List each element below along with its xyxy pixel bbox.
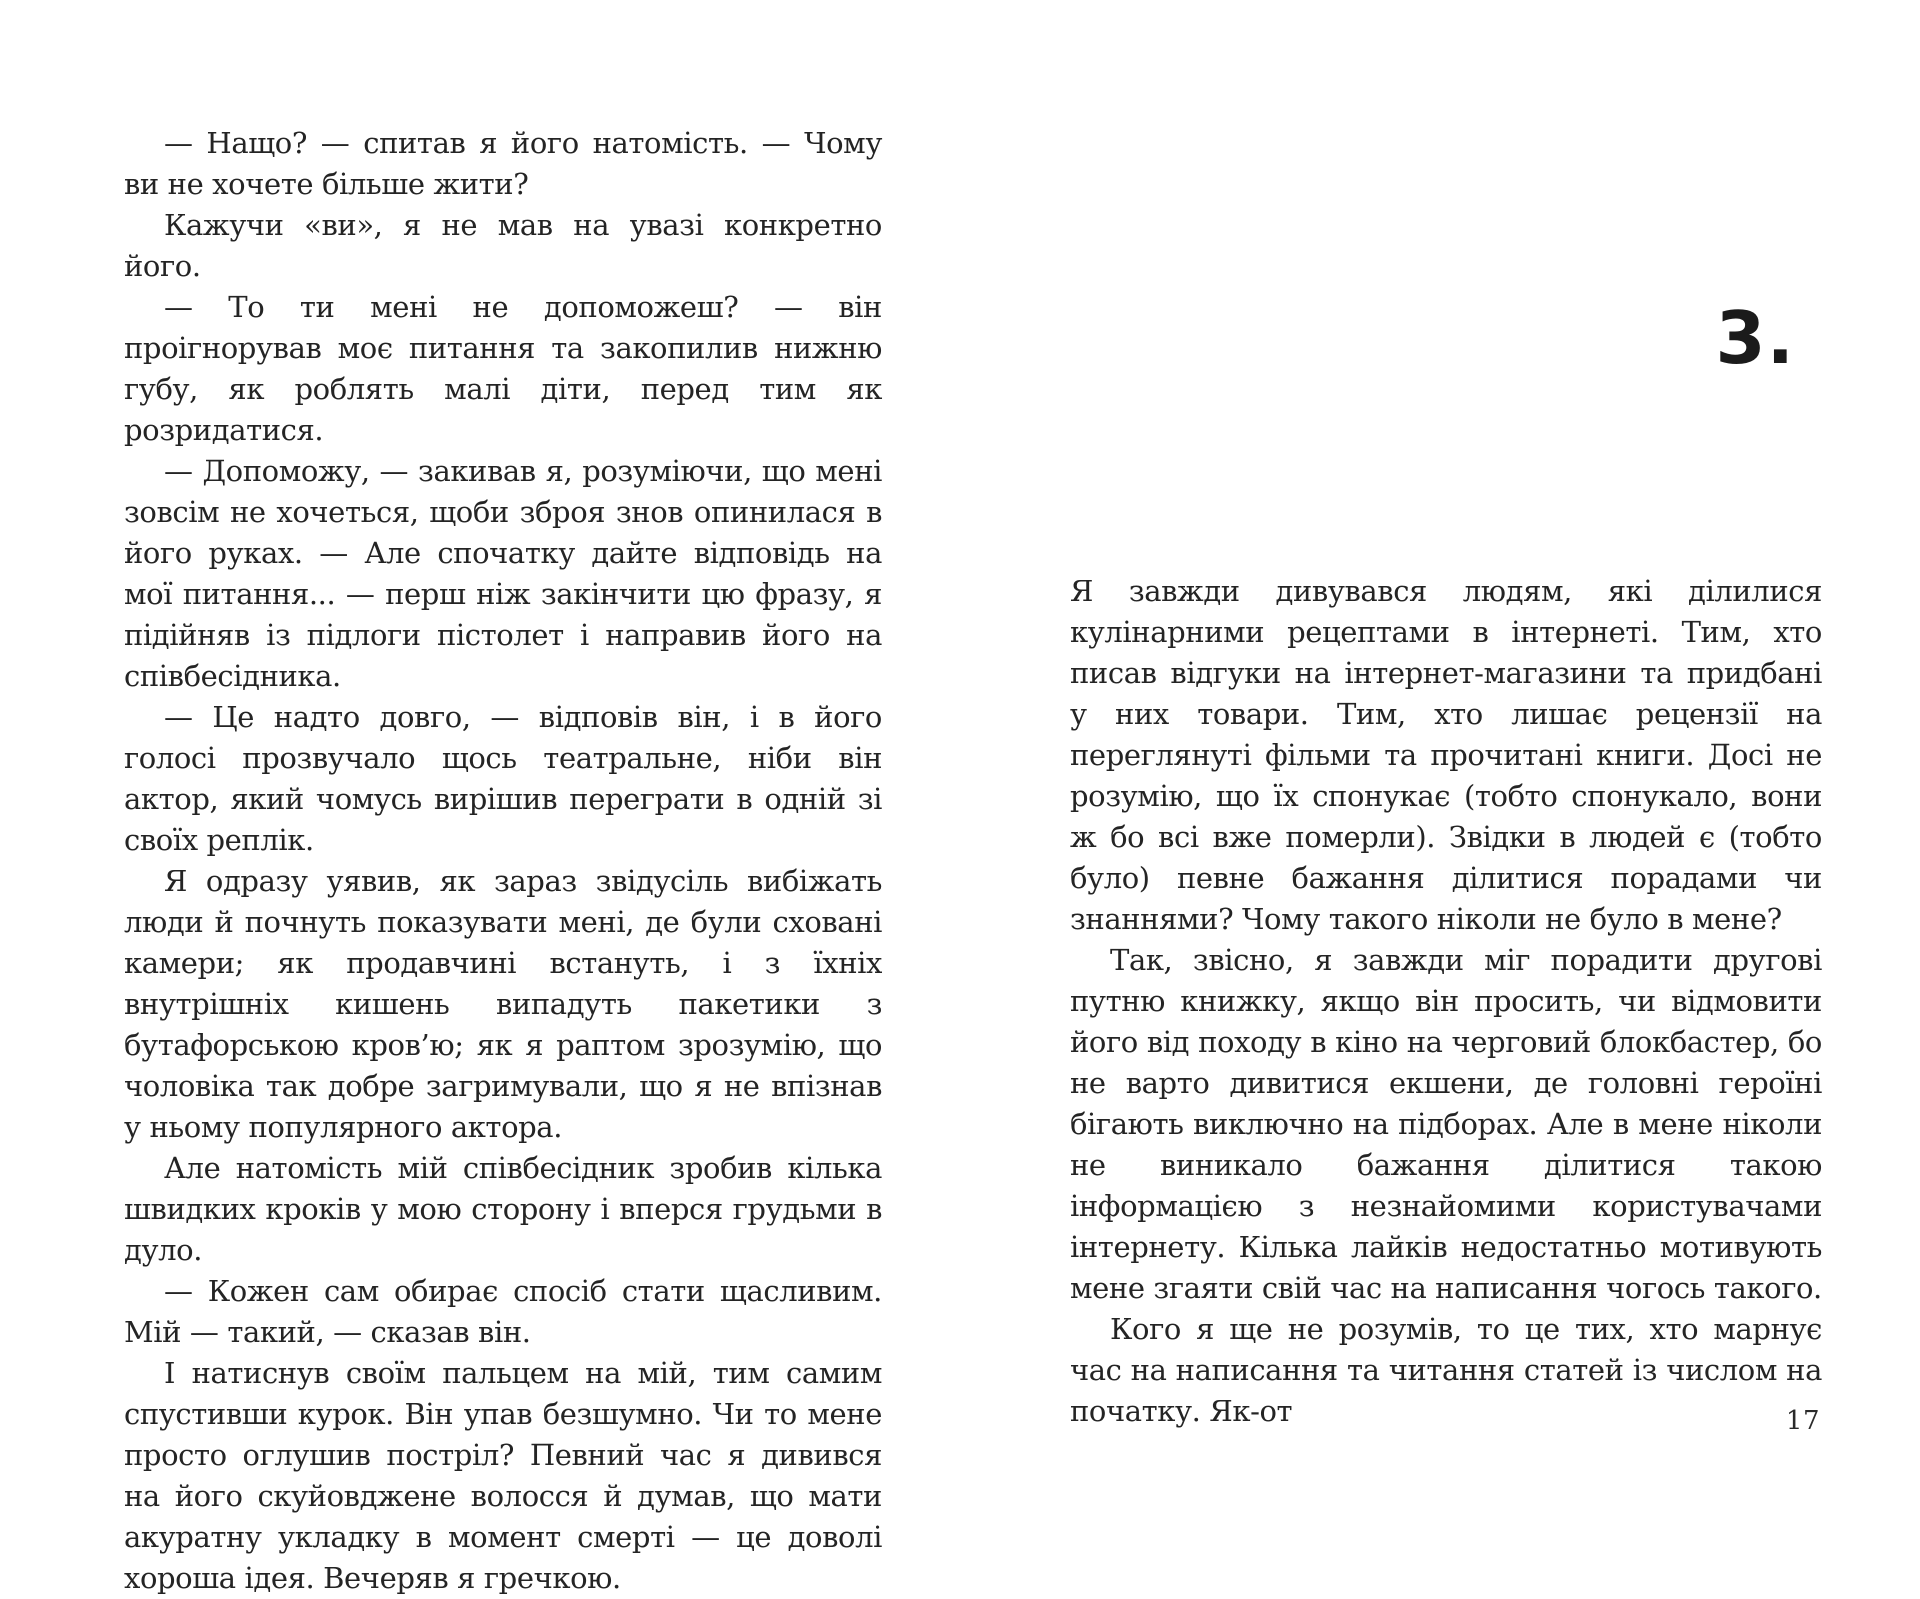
right-page — [960, 0, 1920, 1477]
right-page-text — [1070, 571, 1822, 1432]
paragraph: Кажучи «ви», я не мав на увазі конкретно його. — [124, 208, 882, 283]
paragraph: — Нащо? — спитав я його натомість. — Чому ви не хочете більше жити? — [124, 126, 882, 201]
paragraph: Я завжди дивувався людям, які ділилися кулінарними рецептами в інтернеті. Тим, хто писав відгуки на інтернет-магазини та придбані у них товари. Тим, хто лишає рецензії на переглянуті фільми та прочитані книги. Досі не розумію, що їх спонукає (тобто спонукало, вони ж бо всі вже померли). Звідки в людей є (тобто було) певне бажання ділитися порадами чи знаннями? Чому такого ніколи не було в мене? — [1070, 574, 1822, 936]
left-page-text — [124, 123, 882, 1599]
paragraph: Кого я ще не розумів, то це тих, хто марнує час на написання та читання статей із числом на початку. Як-от — [1070, 1312, 1822, 1428]
paragraph: І натиснув своїм пальцем на мій, тим самим спустивши курок. Він упав безшумно. Чи то мене просто оглушив постріл? Певний час я дивився на його скуйовджене волосся й думав, що мати акуратну укладку в момент смерті — це доволі хороша ідея. Вечеряв я гречкою. — [124, 1356, 882, 1595]
chapter-number: 3. — [1715, 296, 1795, 380]
left-page — [0, 0, 960, 1595]
paragraph: Так, звісно, я завжди міг порадити другові путню книжку, якщо він просить, чи відмовити його від походу в кіно на черговий блокбастер, бо не варто дивитися екшени, де головні героїні бігають виключно на підборах. Але в мене ніколи не виникало бажання ділитися такою інформацією з незнайомими користувачами інтернету. Кілька лайків недостатньо мотивують мене згаяти свій час на написання чогось такого. — [1070, 943, 1822, 1305]
paragraph: — Допоможу, — закивав я, розуміючи, що мені зовсім не хочеться, щоби зброя знов опинилася в його руках. — Але спочатку дайте відповідь на мої питання... — перш ніж закінчити цю фразу, я підійняв із підлоги пістолет і направив його на співбесідника. — [124, 454, 882, 693]
paragraph: — Кожен сам обирає спосіб стати щасливим. Мій — такий, — сказав він. — [124, 1274, 882, 1349]
paragraph: — Це надто довго, — відповів він, і в його голосі прозвучало щось театральне, ніби він актор, який чомусь вирішив переграти в одній зі своїх реплік. — [124, 700, 882, 857]
page-number: 17 — [1785, 1406, 1820, 1436]
paragraph: — То ти мені не допоможеш? — він проігнорував моє питання та закопилив нижню губу, як роблять малі діти, перед тим як розридатися. — [124, 290, 882, 447]
paragraph: Але натомість мій співбесідник зробив кілька швидких кроків у мою сторону і вперся грудьми в дуло. — [124, 1151, 882, 1267]
paragraph: Я одразу уявив, як зараз звідусіль вибіжать люди й почнуть показувати мені, де були сховані камери; як продавчині встануть, і з їхніх внутрішніх кишень випадуть пакетики з бутафорською кров’ю; як я раптом зрозумію, що чоловіка так добре загримували, що я не впізнав у ньому популярного актора. — [124, 864, 882, 1144]
